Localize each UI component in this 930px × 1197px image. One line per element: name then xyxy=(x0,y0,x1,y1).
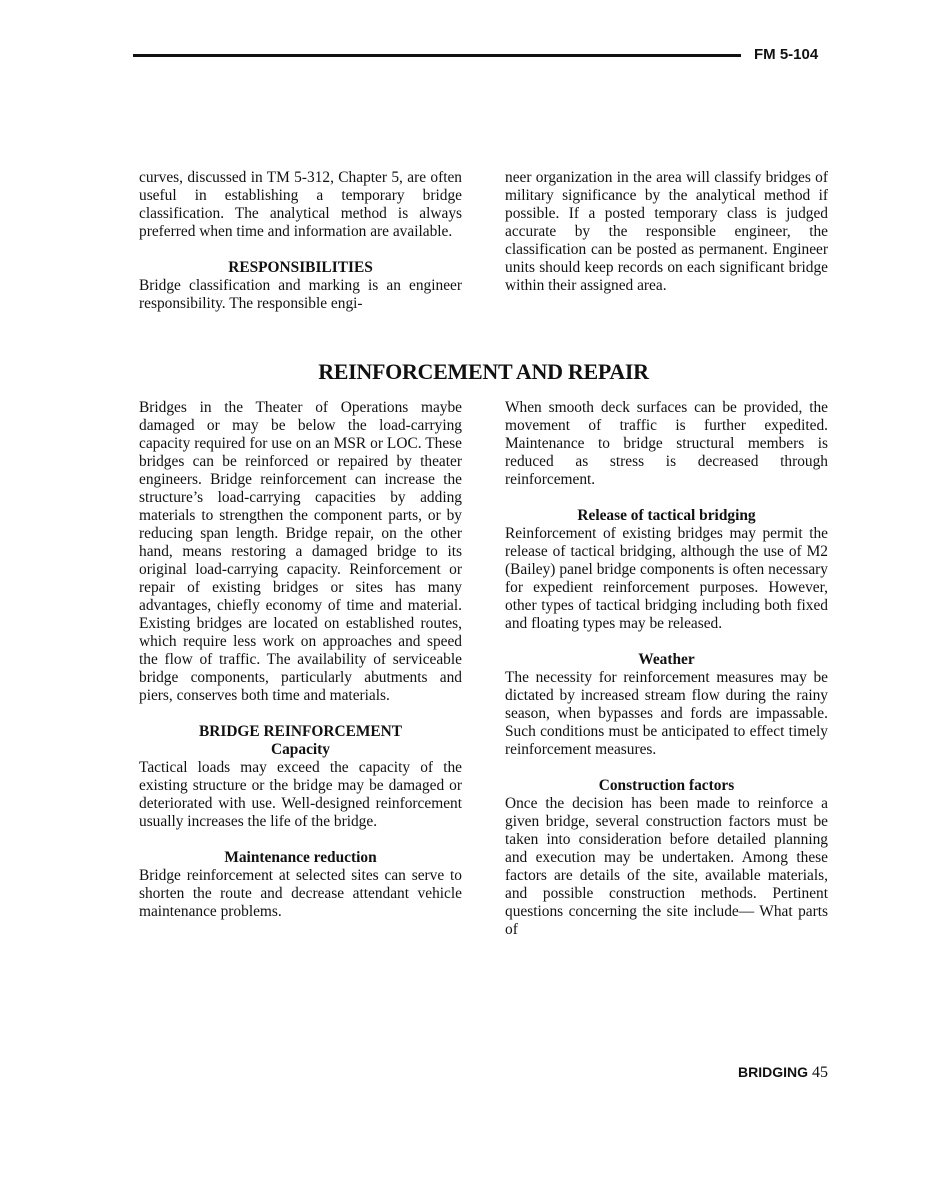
top-right-column xyxy=(505,169,828,295)
release-paragraph: Reinforcement of existing bridges may permit the release of tactical bridging, although the use of M2 (Bailey) panel bridge components is often necessary for expedient reinforcement purposes. However, other types of tactical bridging including both fixed and floating types may be released. xyxy=(505,525,828,632)
page-number: 45 xyxy=(812,1064,828,1081)
responsibilities-heading: RESPONSIBILITIES xyxy=(228,259,373,276)
top-right-paragraph: neer organization in the area will classify bridges of military significance by the analytical method if possible. If a posted temporary class is judged accurate by the responsible engineer, the classification can be posted as permanent. Engineer units should keep records on each significant bridge within their assigned area. xyxy=(505,169,828,294)
header-rule xyxy=(133,54,741,57)
maintenance-heading: Maintenance reduction xyxy=(224,849,377,866)
main-right-column xyxy=(505,399,828,939)
capacity-heading: Capacity xyxy=(271,741,330,758)
main-left-column xyxy=(139,399,462,921)
intro-paragraph: Bridges in the Theater of Operations maybe damaged or may be below the load-carrying capacity required for use on an MSR or LOC. These bridges can be reinforced or repaired by theater engineers. Bridge reinforcement can increase the structure’s load-carrying capacities by adding materials to strengthen the component parts, or by reducing span length. Bridge repair, on the other hand, means restoring a damaged bridge to its original load-carrying capacity. Reinforcement or repair of existing bridges or sites has many advantages, chiefly economy of time and material. Existing bridges are located on established routes, which require less work on approaches and speed the flow of traffic. The availability of serviceable bridge components, particularly abutments and piers, conserves both time and materials. xyxy=(139,399,462,704)
weather-paragraph: The necessity for reinforcement measures may be dictated by increased stream flow during the rainy season, when bypasses and fords are impassable. Such conditions must be anticipated to effect timely reinforcement measures. xyxy=(505,669,828,758)
bridge-reinforcement-heading: BRIDGE REINFORCEMENT xyxy=(198,723,403,740)
weather-heading: Weather xyxy=(638,651,695,668)
top-left-paragraph: curves, discussed in TM 5-312, Chapter 5, are often useful in establishing a temporary bridge classification. The analytical method is always preferred when time and information are available. xyxy=(139,169,462,240)
release-heading: Release of tactical bridging xyxy=(577,507,756,524)
section-title: REINFORCEMENT AND REPAIR xyxy=(318,359,649,384)
construction-paragraph: Once the decision has been made to reinforce a given bridge, several construction factors must be taken into consideration before detailed planning and execution may be undertaken. Among these factors are details of the site, available materials, and possible construction methods. Pertinent questions concerning the site include— What parts of xyxy=(505,795,828,938)
responsibilities-paragraph: Bridge classification and marking is an engineer responsibility. The responsible engi- xyxy=(139,277,462,312)
footer-label: BRIDGING xyxy=(738,1064,808,1080)
construction-heading: Construction factors xyxy=(598,777,735,794)
capacity-paragraph: Tactical loads may exceed the capacity of the existing structure or the bridge may be damaged or deteriorated with use. Well-designed reinforcement usually increases the life of the bridge. xyxy=(139,759,462,830)
right-intro-paragraph: When smooth deck surfaces can be provided, the movement of traffic is further expedited. Maintenance to bridge structural members is reduced as stress is decreased through reinforcement. xyxy=(505,399,828,488)
document-code: FM 5-104 xyxy=(754,46,819,63)
top-left-column xyxy=(139,169,462,313)
page-footer xyxy=(738,1064,828,1082)
maintenance-paragraph: Bridge reinforcement at selected sites can serve to shorten the route and decrease attendant vehicle maintenance problems. xyxy=(139,867,462,920)
